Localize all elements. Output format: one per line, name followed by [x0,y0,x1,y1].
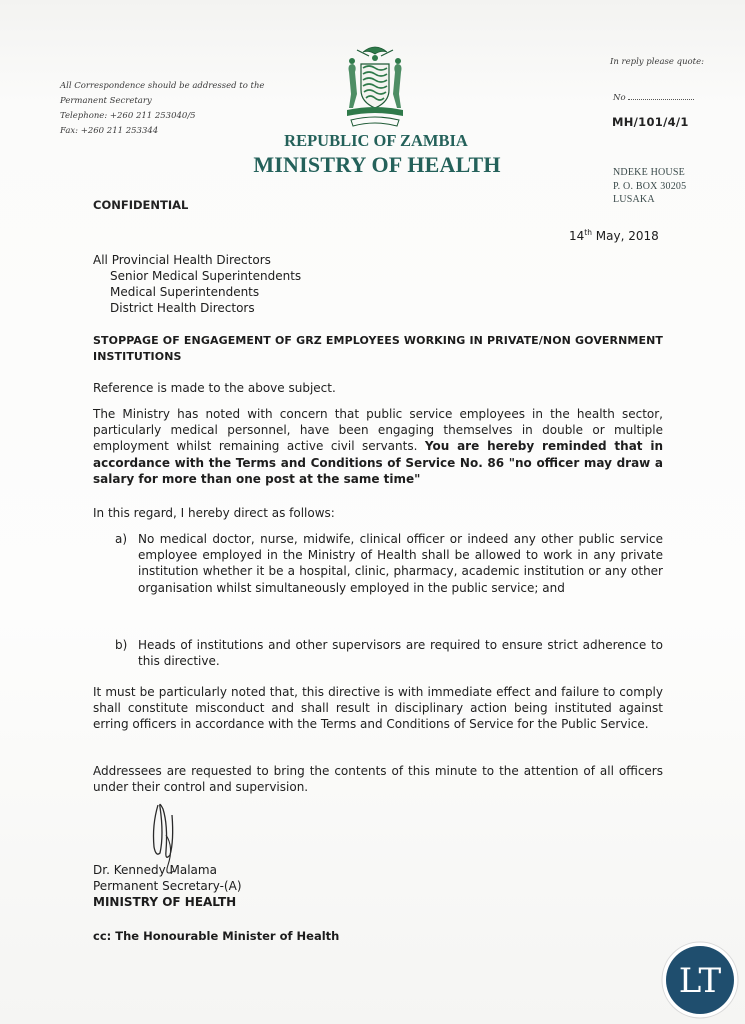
directive-item [115,637,663,669]
signer-title: Permanent Secretary-(A) [93,879,242,893]
correspondence-block [60,79,280,139]
body-paragraph: Addressees are requested to bring the contents of this minute to the attention of all officers under their control and supervision. [93,764,663,795]
letter-date [569,228,659,243]
ministry-title: MINISTRY OF HEALTH [253,152,501,177]
logo-text: LT [678,961,722,1001]
body-paragraph: It must be particularly noted that, this directive is with immediate effect and failure to comply shall constitute misconduct and shall result in disciplinary action being instituted against erring officers in accordance with the Terms and Conditions of Service for the Public Service. [93,685,663,732]
letter-subject: STOPPAGE OF ENGAGEMENT OF GRZ EMPLOYEES WORKING IN PRIVATE/NON GOVERNMENT INSTITUTIONS [93,334,663,363]
paragraph-emphasis: You are hereby reminded that in accordance with the Terms and Conditions of Service No. 86 "no officer may draw a salary for more than one post at the same time" [93,439,664,486]
address-line: NDEKE HOUSE [613,167,685,178]
body-paragraph: In this regard, I hereby direct as follows: [93,506,335,520]
directive-item [115,531,663,596]
item-label: a) [115,532,128,546]
date-day: 14 [569,229,585,243]
recipients-block [93,252,301,316]
dotted-line [628,99,694,100]
item-text: No medical doctor, nurse, midwife, clinical officer or indeed any other public service employee employed in the Ministry of Health shall be allowed to work in any private institution whether it be a hospital, clinic, pharmacy, academic institution or any other organisation whilst simultaneously employed in the public service; and [138,532,663,595]
date-suffix: th [584,228,592,237]
signer-organisation: MINISTRY OF HEALTH [93,895,237,909]
correspondence-line: Permanent Secretary [60,96,152,106]
signer-block [93,862,242,910]
paragraph-text: The Ministry has noted with concern that public service employees in the health sector, particularly medical personnel, have been engaging themselves in double or multiple employment whilst remaining active civil servants. [93,407,663,454]
body-paragraph: Reference is made to the above subject. [93,381,336,395]
cc-line: cc: The Honourable Minister of Health [93,929,340,943]
address-line: LUSAKA [613,194,655,205]
correspondence-line: All Correspondence should be addressed to the [60,81,265,91]
reference-number-field [613,93,694,103]
address-line: P. O. BOX 30205 [613,180,687,192]
ministry-address [613,166,686,207]
republic-title: REPUBLIC OF ZAMBIA [284,131,468,150]
classification-label: CONFIDENTIAL [93,198,189,212]
lt-logo-icon [660,940,740,1020]
telephone-line: Telephone: +260 211 253040/5 [60,111,196,121]
reference-code: MH/101/4/1 [612,115,689,129]
signer-name: Dr. Kennedy Malama [93,863,217,877]
coat-of-arms-icon [335,42,415,130]
recipient-line: Senior Medical Superintendents [110,269,302,283]
recipient-line: District Health Directors [110,301,255,315]
recipient-line: All Provincial Health Directors [93,253,271,267]
fax-line: Fax: +260 211 253344 [60,126,159,136]
recipient-line: Medical Superintendents [110,285,260,299]
date-month-year: May, 2018 [591,229,659,243]
item-text: Heads of institutions and other supervisors are required to ensure strict adherence to this directive. [138,638,663,669]
reply-label: In reply please quote: [610,57,704,67]
item-label: b) [115,638,128,652]
no-label: No [613,93,626,103]
body-paragraph [93,406,663,487]
